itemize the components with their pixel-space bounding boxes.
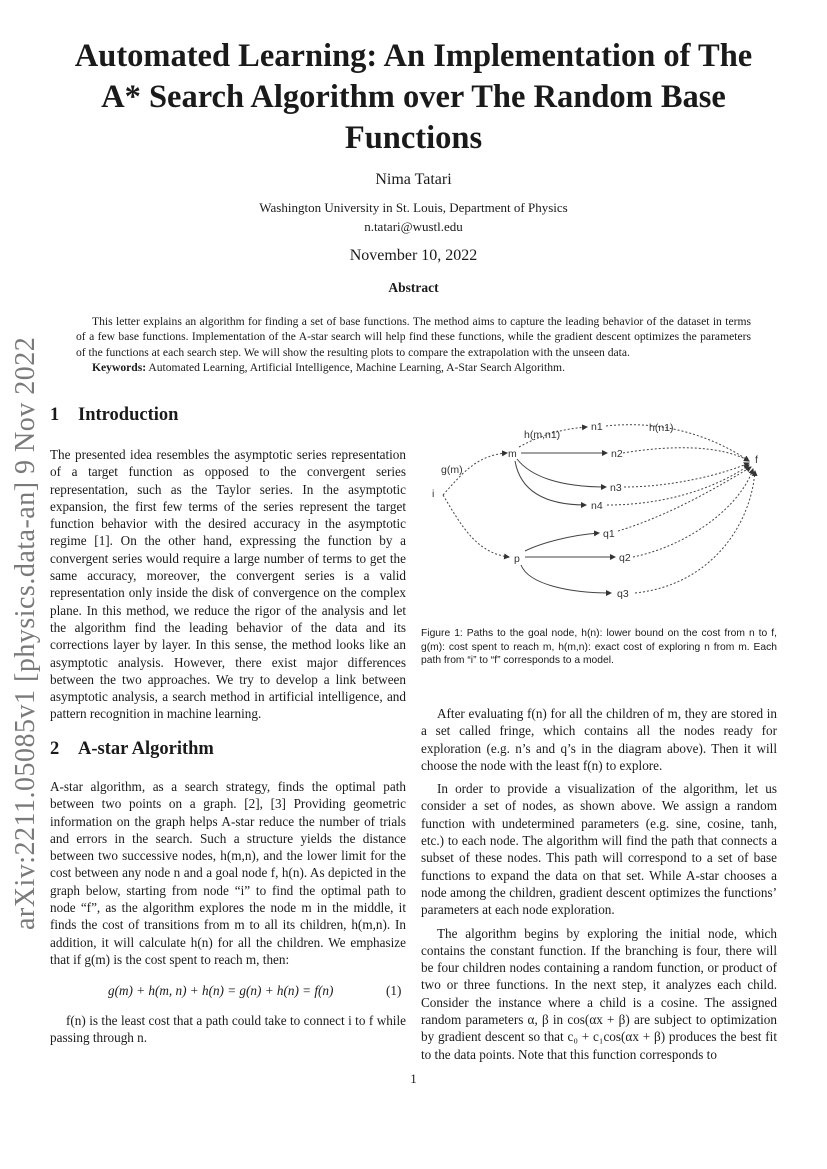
introduction-text bbox=[50, 446, 406, 723]
keywords-label: Keywords: bbox=[92, 360, 147, 374]
author-name: Nima Tatari bbox=[375, 171, 452, 188]
node-m: m bbox=[508, 448, 517, 460]
section-title: Introduction bbox=[78, 405, 179, 425]
node-q2: q2 bbox=[619, 552, 631, 564]
paragraph-visualization: In order to provide a visualization of the algorithm, let us consider a set of nodes, as shown above. We assign a random function with undetermined parameters (e.g. sine, cosine, tanh, etc.) to each node. The algorithm will find the path that connects a subset of these nodes. This path will correspond to a set of base functions to expand the data on that set. While A-star chooses a node among the children, gradient descent optimizes the functions’ parameters at each node exploration. bbox=[421, 781, 777, 918]
astar-text bbox=[50, 778, 406, 968]
figure-1-caption: Figure 1: Paths to the goal node, h(n): lower bound on the cost from n to f, g(m): cost spent to reach m, h(m,n): exact cost of exploring n from m. Each path from “i” to “f” corresponds to a model. bbox=[421, 628, 777, 667]
after-equation-paragraph: f(n) is the least cost that a path could take to connect i to f while passing through n. bbox=[50, 1013, 406, 1046]
abstract-text: This letter explains an algorithm for finding a set of base functions. The method aims to capture the leading behavior of the dataset in terms of a few base functions. Implementation of the A-star search will help find these functions, while the gradient descent optimizes the parameters of the functions at each search step. We will show the resulting plots to compare the extrapolation with the unseen data. bbox=[76, 315, 751, 359]
label-g-m: g(m) bbox=[441, 464, 463, 476]
label-h-n1: h(n1) bbox=[649, 422, 674, 434]
search-graph bbox=[421, 415, 777, 615]
paper-title: Automated Learning: An Implementation of The A* Search Algorithm over The Random Base Functions bbox=[74, 38, 753, 156]
abstract bbox=[76, 314, 751, 375]
node-n3: n3 bbox=[610, 482, 622, 494]
edge-m-n3 bbox=[517, 459, 606, 487]
node-i: i bbox=[432, 488, 435, 500]
abstract-heading: Abstract bbox=[388, 280, 439, 295]
keywords-text: Automated Learning, Artificial Intelligence, Machine Learning, A-Star Search Algorithm. bbox=[146, 360, 565, 374]
introduction-paragraph: The presented idea resembles the asymptotic series representation of a target function as opposed to the convergent series representation, such as the Taylor series. In the asymptotic expansion, the first few terms of the series represent the target function behavior with the desired accuracy in the asymptotic regime [1]. On the other hand, expressing the function by a convergent series would require a large number of terms to get the same accuracy, moreover, the convergent series is a valid representation only inside the disk of convergence on the complex plane. In this method, we reduce the rigor of the analysis and let the algorithm find the leading behavior of the data and its corrections layer by layer. In this sense, the method looks like an asymptotic analysis. However, there exist major differences between the two approaches. We try to develop a link between asymptotic analysis, a search method in artificial intelligence, and pattern recognition in machine learning. bbox=[50, 447, 406, 722]
node-n4: n4 bbox=[591, 500, 603, 512]
affiliation bbox=[0, 198, 827, 236]
node-f: f bbox=[755, 454, 758, 466]
arxiv-stamp: arXiv:2211.05085v1 [physics.data-an] 9 Nov 2022 bbox=[10, 336, 41, 930]
author-email: n.tatari@wustl.edu bbox=[364, 219, 463, 234]
node-n2: n2 bbox=[611, 448, 623, 460]
right-column-text bbox=[421, 705, 777, 1063]
node-q3: q3 bbox=[617, 588, 629, 600]
affiliation-text: Washington University in St. Louis, Department of Physics bbox=[259, 200, 568, 215]
paragraph-fringe: After evaluating f(n) for all the children of m, they are stored in a set called fringe, which contains all the nodes ready for exploration (e.g. n’s and q’s in the diagram above). Then it will choose the node with the least f(n) to explore. bbox=[421, 706, 777, 773]
section-number: 2 bbox=[50, 739, 60, 759]
equation-body: g(m) + h(m, n) + h(n) = g(n) + h(n) = f(n) bbox=[108, 983, 334, 998]
node-q1: q1 bbox=[603, 528, 615, 540]
edge-p-q1 bbox=[525, 533, 599, 551]
section-heading-astar bbox=[50, 739, 406, 760]
astar-paragraph: A-star algorithm, as a search strategy, finds the optimal path between two points on a graph. [2], [3] Providing geometric information on the graph helps A-star reduce the number of trials and errors in the search. Such a structure yields the distance between two successive nodes, h(m,n), and the lower limit for the cost between any node n and a goal node f, h(n). As depicted in the graph below, starting from node “i” to find the optimal path to node “f”, as the algorithm explores the node m in the middle, it finds the cost of transitions from m to all its children, h(m,n). In addition, it will calculate h(n) for all the children. We emphasize that if g(m) is the cost spent to reach m, then: bbox=[50, 779, 406, 967]
edge-i-p bbox=[443, 495, 509, 557]
node-p: p bbox=[514, 553, 520, 565]
edge-q3-f bbox=[635, 471, 755, 593]
astar-after-equation bbox=[50, 1012, 406, 1047]
figure-1-diagram bbox=[421, 415, 777, 615]
keywords bbox=[76, 360, 751, 375]
edge-q2-f bbox=[633, 469, 753, 557]
section-title: A-star Algorithm bbox=[78, 739, 214, 759]
page-number: 1 bbox=[410, 1071, 417, 1086]
equation-number: (1) bbox=[386, 983, 402, 998]
node-n1: n1 bbox=[591, 421, 603, 433]
section-heading-introduction bbox=[50, 405, 406, 426]
edge-n3-f bbox=[624, 463, 749, 487]
paper-date: November 10, 2022 bbox=[349, 247, 478, 264]
edge-p-q3 bbox=[521, 565, 611, 593]
edge-n1-f bbox=[606, 425, 749, 461]
label-h-m-n1: h(m,n1) bbox=[524, 429, 561, 441]
paragraph-algorithm-begins: The algorithm begins by exploring the initial node, which contains the constant function. If the branching is four, there will be four children nodes containing a random function, or product of two or three functions. In the next step, it analyzes each child. Consider the instance where a child is a cosine. The assigned random parameters α, β in cos(αx + β) are subject to optimization by gradient descent so that c₀ + c₁cos(αx + β) produces the best fit to the data points. Note that this function corresponds to bbox=[421, 925, 777, 1062]
section-number: 1 bbox=[50, 405, 60, 425]
